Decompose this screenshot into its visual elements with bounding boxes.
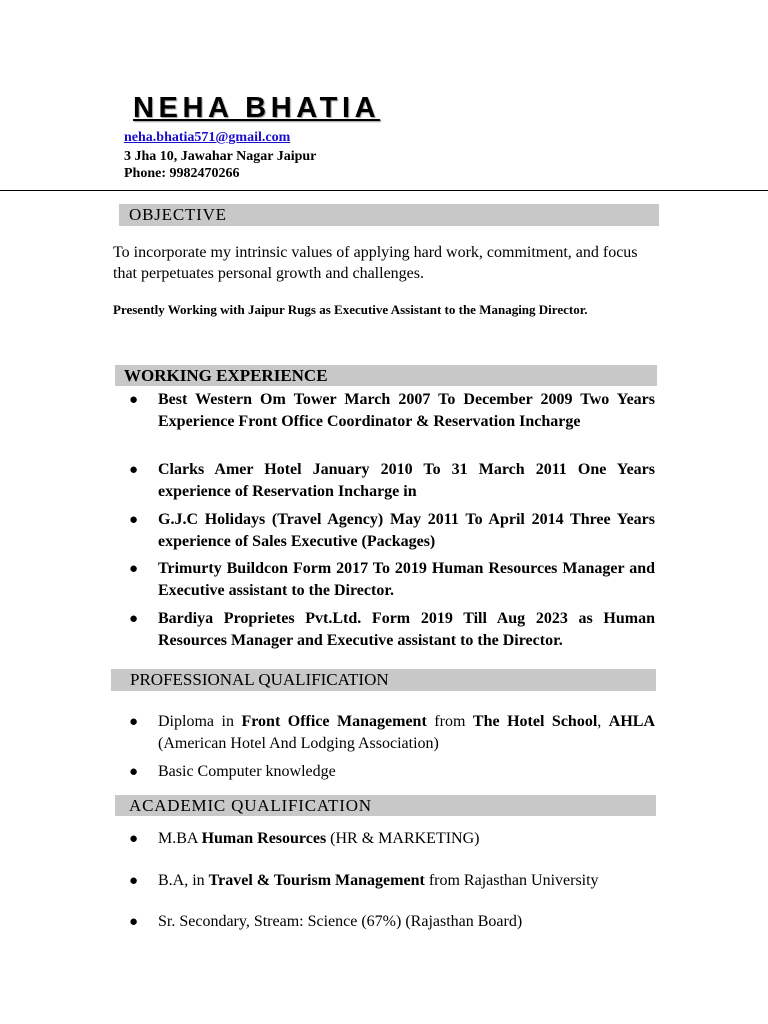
- experience-item: Trimurty Buildcon Form 2017 To 2019 Human Resources Manager and Executive assistant to the Director.: [158, 560, 655, 599]
- address: 3 Jha 10, Jawahar Nagar Jaipur: [124, 149, 317, 164]
- mba-item: M.BA Human Resources (HR & MARKETING): [158, 830, 480, 847]
- bullet-icon: ●: [129, 764, 139, 780]
- header-divider: [0, 190, 768, 191]
- bullet-icon: ●: [129, 873, 139, 889]
- objective-heading: OBJECTIVE: [119, 204, 659, 226]
- diploma-item: Diploma in Front Office Management from The Hotel School, AHLA (American Hotel And Lodging Association): [158, 713, 656, 752]
- bullet-icon: ●: [129, 561, 139, 577]
- bullet-icon: ●: [129, 512, 139, 528]
- bullet-icon: ●: [129, 392, 139, 408]
- experience-item: G.J.C Holidays (Travel Agency) May 2011 To April 2014 Three Years experience of Sales Executive (Packages): [158, 511, 655, 550]
- experience-item: Clarks Amer Hotel January 2010 To 31 March 2011 One Years experience of Reservation Incharge in: [158, 461, 655, 500]
- experience-item: Best Western Om Tower March 2007 To December 2009 Two Years Experience Front Office Coordinator & Reservation Incharge: [158, 391, 655, 430]
- secondary-item: Sr. Secondary, Stream: Science (67%) (Rajasthan Board): [158, 913, 523, 930]
- bullet-icon: ●: [129, 831, 139, 847]
- bullet-icon: ●: [129, 462, 139, 478]
- bullet-icon: ●: [129, 914, 139, 930]
- objective-text: To incorporate my intrinsic values of applying hard work, commitment, and focus that perpetuates personal growth and challenges.: [113, 244, 638, 282]
- email-link[interactable]: neha.bhatia571@gmail.com: [124, 130, 291, 145]
- phone: Phone: 9982470266: [124, 166, 240, 181]
- ba-item: B.A, in Travel & Tourism Management from Rajasthan University: [158, 872, 599, 889]
- computer-item: Basic Computer knowledge: [158, 763, 336, 780]
- professional-heading: PROFESSIONAL QUALIFICATION: [111, 669, 656, 691]
- candidate-name: NEHA BHATIA: [133, 92, 381, 124]
- academic-heading: ACADEMIC QUALIFICATION: [115, 795, 656, 816]
- experience-item: Bardiya Proprietes Pvt.Ltd. Form 2019 Till Aug 2023 as Human Resources Manager and Executive assistant to the Director.: [158, 610, 655, 649]
- experience-heading: WORKING EXPERIENCE: [115, 365, 657, 386]
- present-position: Presently Working with Jaipur Rugs as Executive Assistant to the Managing Director.: [113, 302, 588, 317]
- bullet-icon: ●: [129, 714, 139, 730]
- bullet-icon: ●: [129, 611, 139, 627]
